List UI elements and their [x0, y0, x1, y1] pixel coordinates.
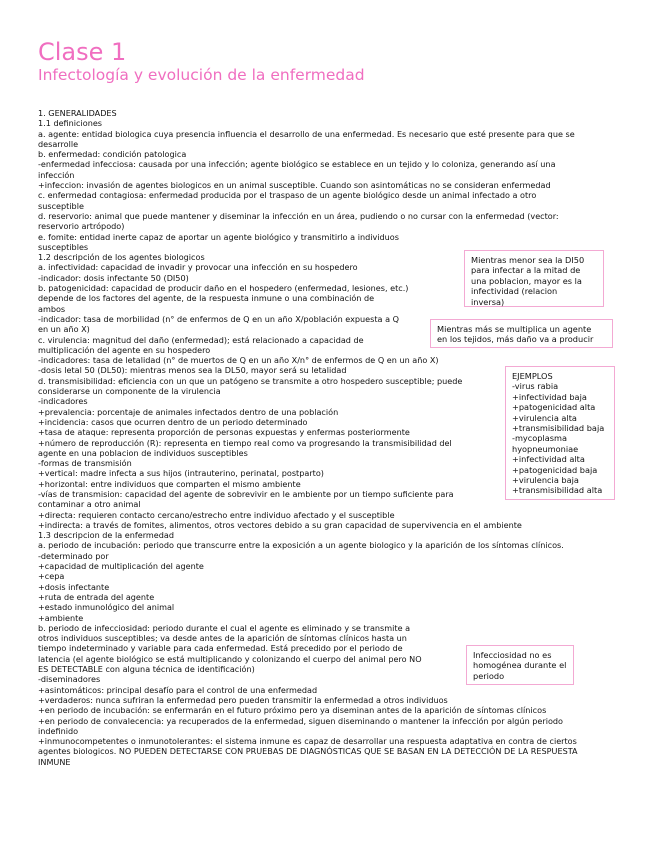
note-line: +transmisibilidad alta [512, 485, 603, 496]
text-line: +vertical: madre infecta a sus hijos (intrauterino, perinatal, postparto) [38, 468, 324, 479]
text-line: a. infectividad: capacidad de invadir y provocar una infección en su hospedero [38, 262, 358, 273]
text-line: 1. GENERALIDADES [38, 108, 117, 118]
note-line: -mycoplasma [512, 433, 568, 444]
margin-note-ejemplos [505, 366, 615, 500]
text-line: +horizontal: entre individuos que comparten el mismo ambiente [38, 478, 301, 489]
text-line: desarrolle [38, 138, 79, 149]
text-line: ambos [38, 303, 66, 314]
text-line: en un año X) [38, 324, 90, 335]
text-line: +infeccion: invasión de agentes biologicos en un animal susceptible. Cuando son asintomáticas no se consideran enfermedad [38, 180, 551, 191]
text-line: +ambiente [38, 612, 84, 623]
text-line: -diseminadores [38, 674, 101, 685]
text-line: +inmunocompetentes o inmunotolerantes: el sistema inmune es capaz de desarrollar una respuesta adaptativa en contra de ciertos [38, 736, 577, 747]
note-line: Mientras menor sea la DI50 [471, 255, 585, 265]
text-line: infección [38, 169, 75, 180]
text-line: d. transmisibilidad: eficiencia con un que un patógeno se transmite a otro hospedero susceptible; puede [38, 375, 463, 386]
text-line: contaminar a otro animal [38, 499, 141, 510]
page-title: Clase 1 [38, 38, 127, 66]
note-line: Infecciosidad no es [473, 650, 552, 660]
margin-note-infecciosidad [466, 645, 574, 685]
page-subtitle: Infectología y evolución de la enfermedad [38, 66, 365, 84]
note-line: una poblacion, mayor es la [471, 275, 582, 286]
text-line: -indicadores: tasa de letalidad (n° de muertos de Q en un año X/n° de enfermos de Q en un año X) [38, 355, 439, 366]
text-line: e. fomite: entidad inerte capaz de aportar un agente biológico y transmitirlo a individuos [38, 231, 399, 242]
text-line: latencia (el agente biológico se está multiplicando y colonizando el cuerpo del animal pero NO [38, 653, 422, 664]
text-line: considerarse un componente de la virulencia [38, 386, 221, 397]
text-line: +prevalencia: porcentaje de animales infectados dentro de una población [38, 406, 339, 417]
text-line: -enfermedad infecciosa: causada por una infección; agente biológico se establece en un tejido y lo coloniza, generando así una [38, 159, 556, 170]
note-line: +infectividad baja [512, 391, 587, 402]
text-line: 1.1 definiciones [38, 118, 103, 129]
note-line: homogénea durante el [473, 660, 567, 671]
text-line: +indirecta: a través de fomites, alimentos, otros vectores debido a su gran capacidad de supervivencia en el ambiente [38, 519, 522, 530]
text-line: reservorio artrópodo) [38, 221, 125, 232]
text-line: otros individuos susceptibles; va desde antes de la aparición de síntomas clínicos hasta un [38, 633, 407, 644]
note-line: hyopneumoniae [512, 443, 579, 454]
note-line: +infectividad alta [512, 454, 585, 465]
text-line: -dosis letal 50 (DL50): mientras menos sea la DL50, mayor será su letalidad [38, 365, 347, 376]
text-line: -indicadores [38, 396, 88, 407]
text-line: b. patogenicidad: capacidad de producir daño en el hospedero (enfermedad, lesiones, etc.) [38, 283, 409, 294]
note-line: +patogenicidad alta [512, 402, 596, 413]
text-line: +verdaderos: nunca sufriran la enfermedad pero pueden transmitir la enfermedad a otros individuos [38, 694, 448, 705]
text-line: a. periodo de incubación: periodo que transcurre entre la exposición a un agente biologico y la aparición de los síntomas clínicos. [38, 540, 564, 551]
text-line: c. virulencia: magnitud del daño (enfermedad); está relacionado a capacidad de [38, 334, 364, 345]
note-line: EJEMPLOS [512, 371, 553, 381]
text-line: agente en una poblacion de individuos susceptibles [38, 447, 248, 458]
text-line: -determinado por [38, 550, 109, 561]
text-line: +dosis infectante [38, 581, 110, 592]
text-line: +asintomáticos: principal desafío para el control de una enfermedad [38, 684, 318, 695]
text-line: indefinido [38, 725, 79, 736]
text-line: +en periodo de convalecencia: ya recuperados de la enfermedad, siguen diseminando o mantener la infección por algún periodo [38, 715, 564, 726]
text-line: b. periodo de infecciosidad: periodo durante el cual el agente es eliminado y se transmite a [38, 622, 411, 633]
text-line: -indicador: dosis infectante 50 (DI50) [38, 272, 189, 283]
text-line: -formas de transmisión [38, 458, 132, 469]
text-line: INMUNE [38, 756, 71, 767]
note-line: periodo [473, 670, 505, 681]
note-line: infectividad (relacion [471, 286, 558, 297]
text-line: susceptibles [38, 241, 89, 252]
note-line: +virulencia alta [512, 412, 577, 423]
margin-note-multiplicacion [430, 319, 613, 348]
text-line: +capacidad de multiplicación del agente [38, 561, 204, 572]
text-line: 1.3 descripcion de la enfermedad [38, 530, 174, 541]
note-line: inversa) [471, 296, 505, 307]
text-line: depende de los factores del agente, de la respuesta inmune o una combinación de [38, 293, 375, 304]
text-line: +directa: requieren contacto cercano/estrecho entre individuo afectado y el susceptible [38, 509, 395, 520]
note-line: Mientras más se multiplica un agente [437, 324, 592, 334]
text-line: +en periodo de incubación: se enfermarán en el futuro próximo pero ya diseminan antes de la aparición de síntomas clínicos [38, 705, 547, 716]
text-line: c. enfermedad contagiosa: enfermedad producida por el traspaso de un agente biológico desde un animal infectado a otro [38, 190, 537, 201]
text-line: -vías de transmision: capacidad del agente de sobrevivir en le ambiente por un tiempo suficiente para [38, 488, 454, 499]
text-line: a. agente: entidad biologica cuya presencia influencia el desarrollo de una enfermedad. Es necesario que esté presente para que se [38, 128, 575, 139]
note-line: para infectar a la mitad de [471, 265, 581, 276]
text-line: +incidencia: casos que ocurren dentro de un periodo determinado [38, 416, 308, 427]
text-line: +ruta de entrada del agente [38, 591, 155, 602]
text-line: -indicador: tasa de morbilidad (n° de enfermos de Q en un año X/población expuesta a Q [38, 313, 399, 324]
text-line: b. enfermedad: condición patologica [38, 149, 187, 160]
text-line: +cepa [38, 571, 65, 582]
text-line: d. reservorio: animal que puede mantener y diseminar la infección en un área, pudiendo o no cursar con la enfermedad (vector: [38, 210, 559, 221]
note-line: en los tejidos, más daño va a producir [437, 334, 594, 345]
text-line: agentes biologicos. NO PUEDEN DETECTARSE CON PRUEBAS DE DIAGNÓSTICAS QUE SE BASAN EN LA DETECCIÓN DE LA RESPUESTA [38, 746, 578, 757]
text-line: susceptible [38, 200, 84, 211]
text-line: 1.2 descripción de los agentes biologicos [38, 252, 205, 263]
text-line: multiplicación del agente en su hospedero [38, 344, 211, 355]
text-line: +tasa de ataque: representa proporción de personas expuestas y enfermas posteriormente [38, 427, 410, 438]
text-line: +estado inmunológico del animal [38, 602, 175, 613]
note-line: -virus rabia [512, 381, 559, 392]
note-line: +transmisibilidad baja [512, 423, 605, 434]
text-line: +número de reproducción (R): representa en tiempo real como va progresando la transmisibilidad del [38, 437, 452, 448]
text-line: ES DETECTABLE con alguna técnica de identificación) [38, 664, 255, 675]
margin-note-dl50 [464, 250, 604, 307]
note-line: +patogenicidad baja [512, 464, 598, 475]
note-line: +virulencia baja [512, 475, 579, 486]
text-line: tiempo indeterminado y variable para cada enfermedad. Está precedido por el periodo de [38, 643, 403, 654]
